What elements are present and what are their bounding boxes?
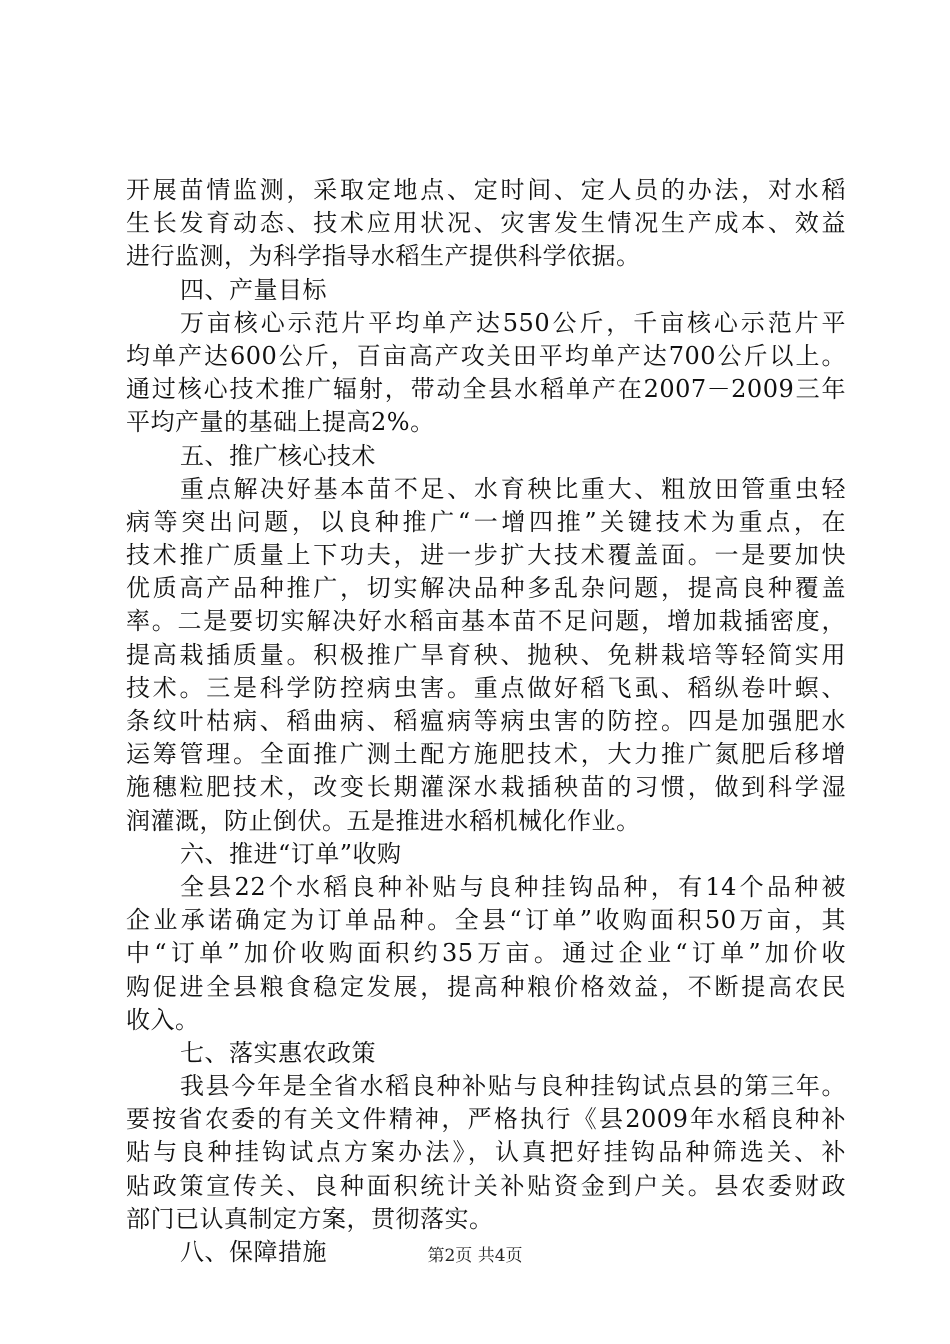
- body-line: 开展苗情监测，采取定地点、定时间、定人员的办法，对水稻: [126, 176, 846, 204]
- body-line: 技术。三是科学防控病虫害。重点做好稻飞虱、稻纵卷叶螟、: [126, 673, 846, 702]
- body-line: 通过核心技术推广辐射，带动全县水稻单产在2007－2009三年: [126, 375, 846, 404]
- body-line: 技术推广质量上下功夫，进一步扩大技术覆盖面。一是要加快: [126, 541, 846, 570]
- body-line: 购促进全县粮食稳定发展，提高种粮价格效益，不断提高农民: [126, 972, 846, 1001]
- paragraph-last-line: 平均产量的基础上提高2%。: [126, 408, 435, 437]
- paragraph-first-line: 万亩核心示范片平均单产达550公斤，千亩核心示范片平: [180, 308, 846, 337]
- paragraph-first-line: 我县今年是全省水稻良种补贴与良种挂钩试点县的第三年。: [180, 1072, 846, 1101]
- paragraph-last-line: 润灌溉，防止倒伏。五是推进水稻机械化作业。: [126, 806, 641, 835]
- paragraph-last-line: 收入。: [126, 1005, 200, 1034]
- section-heading: 七、落实惠农政策: [180, 1038, 376, 1067]
- body-line: 均单产达600公斤，百亩高产攻关田平均单产达700公斤以上。: [126, 341, 846, 370]
- body-line: 率。二是要切实解决好水稻亩基本苗不足问题，增加栽插密度，: [126, 607, 846, 636]
- section-heading: 四、产量目标: [180, 275, 327, 304]
- body-line: 施穗粒肥技术，改变长期灌深水栽插秧苗的习惯，做到科学湿: [126, 773, 846, 802]
- body-line: 提高栽插质量。积极推广旱育秧、抛秧、免耕栽培等轻简实用: [126, 640, 846, 669]
- paragraph-first-line: 重点解决好基本苗不足、水育秧比重大、粗放田管重虫轻: [180, 474, 846, 503]
- body-line: 企业承诺确定为订单品种。全县“订单”收购面积50万亩，其: [126, 906, 846, 935]
- section-heading: 六、推进“订单”收购: [180, 839, 402, 868]
- body-line: 要按省农委的有关文件精神，严格执行《县2009年水稻良种补: [126, 1105, 846, 1134]
- body-line: 运筹管理。全面推广测土配方施肥技术，大力推广氮肥后移增: [126, 740, 846, 769]
- page-footer: 第2页 共4页: [427, 1246, 523, 1266]
- body-line: 生长发育动态、技术应用状况、灾害发生情况生产成本、效益: [126, 209, 846, 238]
- section-heading: 五、推广核心技术: [180, 441, 376, 470]
- section-heading: 八、保障措施: [180, 1238, 327, 1266]
- body-line: 病等突出问题，以良种推广“一增四推”关键技术为重点，在: [126, 507, 846, 536]
- paragraph-last-line: 部门已认真制定方案，贯彻落实。: [126, 1204, 494, 1233]
- body-line: 优质高产品种推广，切实解决品种多乱杂问题，提高良种覆盖: [126, 574, 846, 603]
- paragraph-last-line: 进行监测，为科学指导水稻生产提供科学依据。: [126, 242, 641, 271]
- body-line: 条纹叶枯病、稻曲病、稻瘟病等病虫害的防控。四是加强肥水: [126, 707, 846, 735]
- body-line: 贴与良种挂钩试点方案办法》，认真把好挂钩品种筛选关、补: [126, 1138, 846, 1167]
- paragraph-first-line: 全县22个水稻良种补贴与良种挂钩品种，有14个品种被: [180, 872, 846, 901]
- body-line: 中“订单”加价收购面积约35万亩。通过企业“订单”加价收: [126, 939, 846, 968]
- document-body: [126, 174, 846, 1269]
- body-line: 贴政策宣传关、良种面积统计关补贴资金到户关。县农委财政: [126, 1171, 846, 1200]
